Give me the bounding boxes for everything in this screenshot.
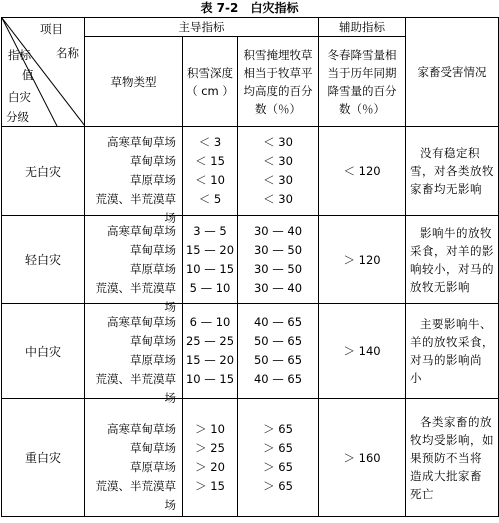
grass-type: 草甸草场 [130, 154, 176, 168]
depth-value: 6 — 10 [189, 315, 231, 329]
cover-value: 50 — 65 [253, 334, 303, 348]
grass-type: 荒漠、半荒漠草场 [95, 478, 176, 512]
desc-line: 小 [410, 371, 423, 385]
livestock-impact [406, 127, 499, 216]
grass-types [85, 127, 183, 225]
cover-value: 40 — 65 [253, 315, 303, 329]
desc-line: 雪，对各类放牧 [410, 164, 495, 178]
level-row-none [2, 127, 499, 216]
corner-cell [2, 18, 85, 127]
desc-line: 死亡 [410, 486, 435, 501]
aux-value: ＞ 140 [319, 304, 406, 399]
depth-value: 15 — 20 [185, 242, 235, 257]
depth-value: 10 — 15 [185, 261, 235, 276]
cover-value: 50 — 65 [253, 353, 303, 367]
level-name: 轻白灾 [2, 216, 85, 304]
aux-indicator-header: 辅助指标 [319, 18, 406, 37]
level-name: 中白灾 [2, 304, 85, 399]
depth-value: ＞ 15 [195, 478, 225, 493]
depth-value: ＜ 3 [198, 135, 222, 149]
header-line: 当于历年同期 [327, 65, 397, 80]
cover-value: ＞ 65 [263, 421, 293, 436]
desc-line: 放牧无影响 [410, 279, 471, 294]
depth-value: 3 — 5 [193, 223, 227, 238]
aux-value: ＜ 120 [319, 127, 406, 216]
depth-value: 10 — 15 [185, 372, 235, 386]
snow-cover-values [238, 127, 319, 216]
snow-depth-header [183, 37, 238, 127]
depth-value: ＜ 15 [195, 154, 225, 168]
grass-type: 草甸草场 [130, 242, 176, 257]
snow-depth-values [183, 399, 238, 517]
grass-type: 草甸草场 [130, 334, 176, 348]
grass-type: 高寒草甸草场 [107, 315, 176, 329]
cover-value: ＜ 30 [263, 173, 293, 187]
snow-cover-header [238, 37, 319, 127]
desc-line: 采食，对羊的影 [410, 243, 495, 258]
cover-value: 30 — 40 [253, 223, 303, 238]
table-caption [0, 0, 499, 16]
cover-value: 30 — 50 [253, 261, 303, 276]
cover-value: ＜ 30 [263, 192, 293, 206]
cover-value: ＞ 65 [263, 440, 293, 455]
depth-value: 5 — 10 [189, 280, 231, 295]
aux-value: ＞ 160 [319, 399, 406, 517]
header-line: 相当于牧草平 [243, 65, 313, 80]
livestock-impact [406, 304, 499, 399]
grass-type: 高寒草甸草场 [107, 135, 176, 149]
snow-depth-values [183, 127, 238, 216]
header-line: 降雪量的百分 [327, 83, 397, 98]
level-name: 无白灾 [2, 127, 85, 216]
desc-line: 果预防不当将 [410, 450, 483, 465]
cover-value: 40 — 65 [253, 372, 303, 386]
corner-name: 名称 [56, 46, 79, 60]
corner-indicator: 指标 [8, 48, 31, 62]
desc-line: 造成大批家畜 [410, 468, 483, 483]
header-line: 数（％） [339, 101, 386, 116]
table-number: 表 7-2 [200, 1, 239, 15]
desc-line: 牧均受影响，如 [410, 432, 495, 447]
grass-type: 荒漠、半荒漠草场 [95, 372, 176, 405]
depth-value: ＞ 10 [195, 421, 225, 436]
header-line: 数（％） [255, 101, 302, 116]
grass-type: 高寒草甸草场 [107, 421, 176, 436]
livestock-impact [406, 216, 499, 304]
grass-type: 荒漠、半荒漠草场 [95, 280, 176, 314]
grass-type: 高寒草甸草场 [107, 223, 176, 238]
cover-value: ＞ 65 [263, 459, 293, 474]
livestock-header: 家畜受害情况 [406, 18, 499, 127]
grass-type: 草原草场 [130, 459, 176, 474]
depth-value: 15 — 20 [185, 353, 235, 367]
livestock-impact [406, 399, 499, 517]
desc-line: 影响牛的放牧 [420, 225, 493, 240]
grass-types [85, 304, 183, 405]
level-row-severe [2, 399, 499, 517]
grass-type: 草原草场 [130, 261, 176, 276]
snow-depth-unit: （ cm ） [186, 83, 234, 98]
cover-value: 30 — 50 [253, 242, 303, 257]
grass-types [85, 216, 183, 314]
aux-value: ＞ 120 [319, 216, 406, 304]
desc-line: 对马的影响尚 [410, 353, 483, 367]
grass-type: 草原草场 [130, 173, 176, 187]
grass-type-header: 草物类型 [85, 37, 183, 127]
snow-depth-label: 积雪深度 [187, 65, 233, 80]
depth-value: ＞ 25 [195, 440, 225, 455]
corner-item: 项目 [40, 22, 63, 36]
snow-depth-values [183, 304, 238, 399]
winter-spring-header [319, 37, 406, 127]
desc-line: 主要影响牛、 [420, 317, 493, 331]
corner-white-disaster: 白灾 [8, 90, 31, 104]
corner-value: 值 [22, 68, 34, 82]
depth-value: 25 — 25 [185, 334, 235, 348]
header-line: 积雪掩埋牧草 [243, 47, 313, 62]
desc-line: 羊的放牧采食， [410, 335, 495, 349]
corner-grading: 分级 [6, 110, 29, 124]
grass-type: 荒漠、半荒漠草场 [95, 192, 176, 225]
cover-value: ＜ 30 [263, 154, 293, 168]
desc-line: 响较小，对马的 [410, 261, 495, 276]
grass-types [85, 399, 183, 517]
level-row-medium [2, 304, 499, 399]
snow-cover-values [238, 399, 319, 517]
depth-value: ＜ 10 [195, 173, 225, 187]
depth-value: ＜ 5 [198, 192, 222, 206]
snow-depth-values [183, 216, 238, 304]
grass-type: 草甸草场 [130, 440, 176, 455]
main-indicator-header: 主导指标 [85, 18, 319, 37]
cover-value: ＜ 30 [263, 135, 293, 149]
level-name: 重白灾 [2, 399, 85, 517]
desc-line: 各类家畜的放 [420, 414, 493, 429]
cover-value: ＞ 65 [263, 478, 293, 493]
cover-value: 30 — 40 [253, 280, 303, 295]
header-row-1 [2, 18, 499, 37]
depth-value: ＞ 20 [195, 459, 225, 474]
table-title: 白灾指标 [250, 1, 299, 15]
desc-line: 家畜均无影响 [410, 182, 483, 196]
snow-cover-values [238, 304, 319, 399]
level-row-light [2, 216, 499, 304]
snow-cover-values [238, 216, 319, 304]
header-line: 冬春降雪量相 [327, 47, 397, 62]
white-disaster-table [1, 17, 499, 517]
grass-type: 草原草场 [130, 353, 176, 367]
desc-line: 没有稳定积 [420, 146, 481, 160]
header-line: 均高度的百分 [243, 83, 313, 98]
